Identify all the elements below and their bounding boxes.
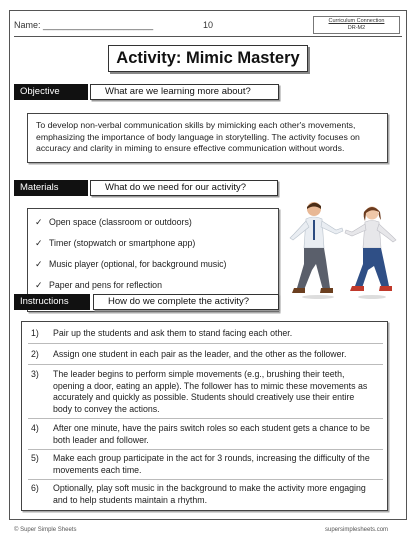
step-divider [28, 364, 383, 365]
list-item: ✓ Music player (optional, for background music) [35, 259, 227, 269]
step-text: Optionally, play soft music in the background to make the activity more engaging and to help students maintain a rhythm. [53, 483, 366, 505]
instructions-label: Instructions [14, 294, 90, 310]
footer-website: supersimplesheets.com [325, 527, 389, 533]
header-divider [14, 36, 402, 37]
check-icon: ✓ [35, 217, 43, 227]
step-text: Make each group participate in the act for 3 rounds, increasing the difficulty of the movements each time. [53, 453, 370, 475]
step-divider [28, 479, 383, 480]
page-title: Activity: Mimic Mastery [116, 49, 300, 67]
materials-question: What do we need for our activity? [90, 180, 278, 196]
instructions-question: How do we complete the activity? [93, 294, 279, 310]
check-icon: ✓ [35, 259, 43, 269]
step-number: 3) [31, 369, 39, 379]
step-text: After one minute, have the pairs switch roles so each student gets a chance to be both leader and follower. [53, 423, 370, 445]
step-divider [28, 418, 383, 419]
step-text: Pair up the students and ask them to stand facing each other. [53, 328, 293, 338]
title-box [108, 45, 308, 72]
curriculum-connection-box [313, 16, 400, 34]
step-number: 2) [31, 349, 39, 359]
curriculum-code: DR-M2 [347, 25, 366, 31]
list-item: ✓ Timer (stopwatch or smartphone app) [35, 238, 196, 248]
objective-question: What are we learning more about? [90, 84, 279, 100]
children-mimicking-illustration [286, 200, 404, 300]
objective-box [27, 113, 388, 163]
step-number: 4) [31, 423, 39, 433]
step-text: Assign one student in each pair as the leader, and the other as the follower. [53, 349, 347, 359]
objective-label: Objective [14, 84, 88, 100]
girl-figure [345, 207, 396, 300]
name-label: Name: ______________________ [14, 20, 154, 30]
step-number: 5) [31, 453, 39, 463]
list-item: ✓ Paper and pens for reflection [35, 280, 162, 290]
boy-figure [290, 202, 343, 299]
check-icon: ✓ [35, 280, 43, 290]
step-number: 6) [31, 483, 39, 493]
instructions-box [21, 321, 388, 511]
check-icon: ✓ [35, 238, 43, 248]
curriculum-connection-title: Curriculum Connection [328, 18, 385, 24]
objective-text: To develop non-verbal communication skills by mimicking each other's movements, emphasizing the importance of body language in storytelling. The activity focuses on accuracy and clarity in miming to ensure effective communication without words. [36, 120, 360, 154]
page-number: 10 [203, 20, 214, 30]
materials-label: Materials [14, 180, 88, 196]
step-divider [28, 343, 383, 344]
step-text: The leader begins to perform simple movements (e.g., brushing their teeth, opening a door, eating an apple). The follower has to mimic these movements as accurately and quickly as possible. Students should creatively use their entire body to convey the actions. [53, 369, 368, 414]
step-divider [28, 449, 383, 450]
footer-copyright: © Super Simple Sheets [14, 527, 77, 533]
step-number: 1) [31, 328, 39, 338]
list-item: ✓ Open space (classroom or outdoors) [35, 217, 192, 227]
